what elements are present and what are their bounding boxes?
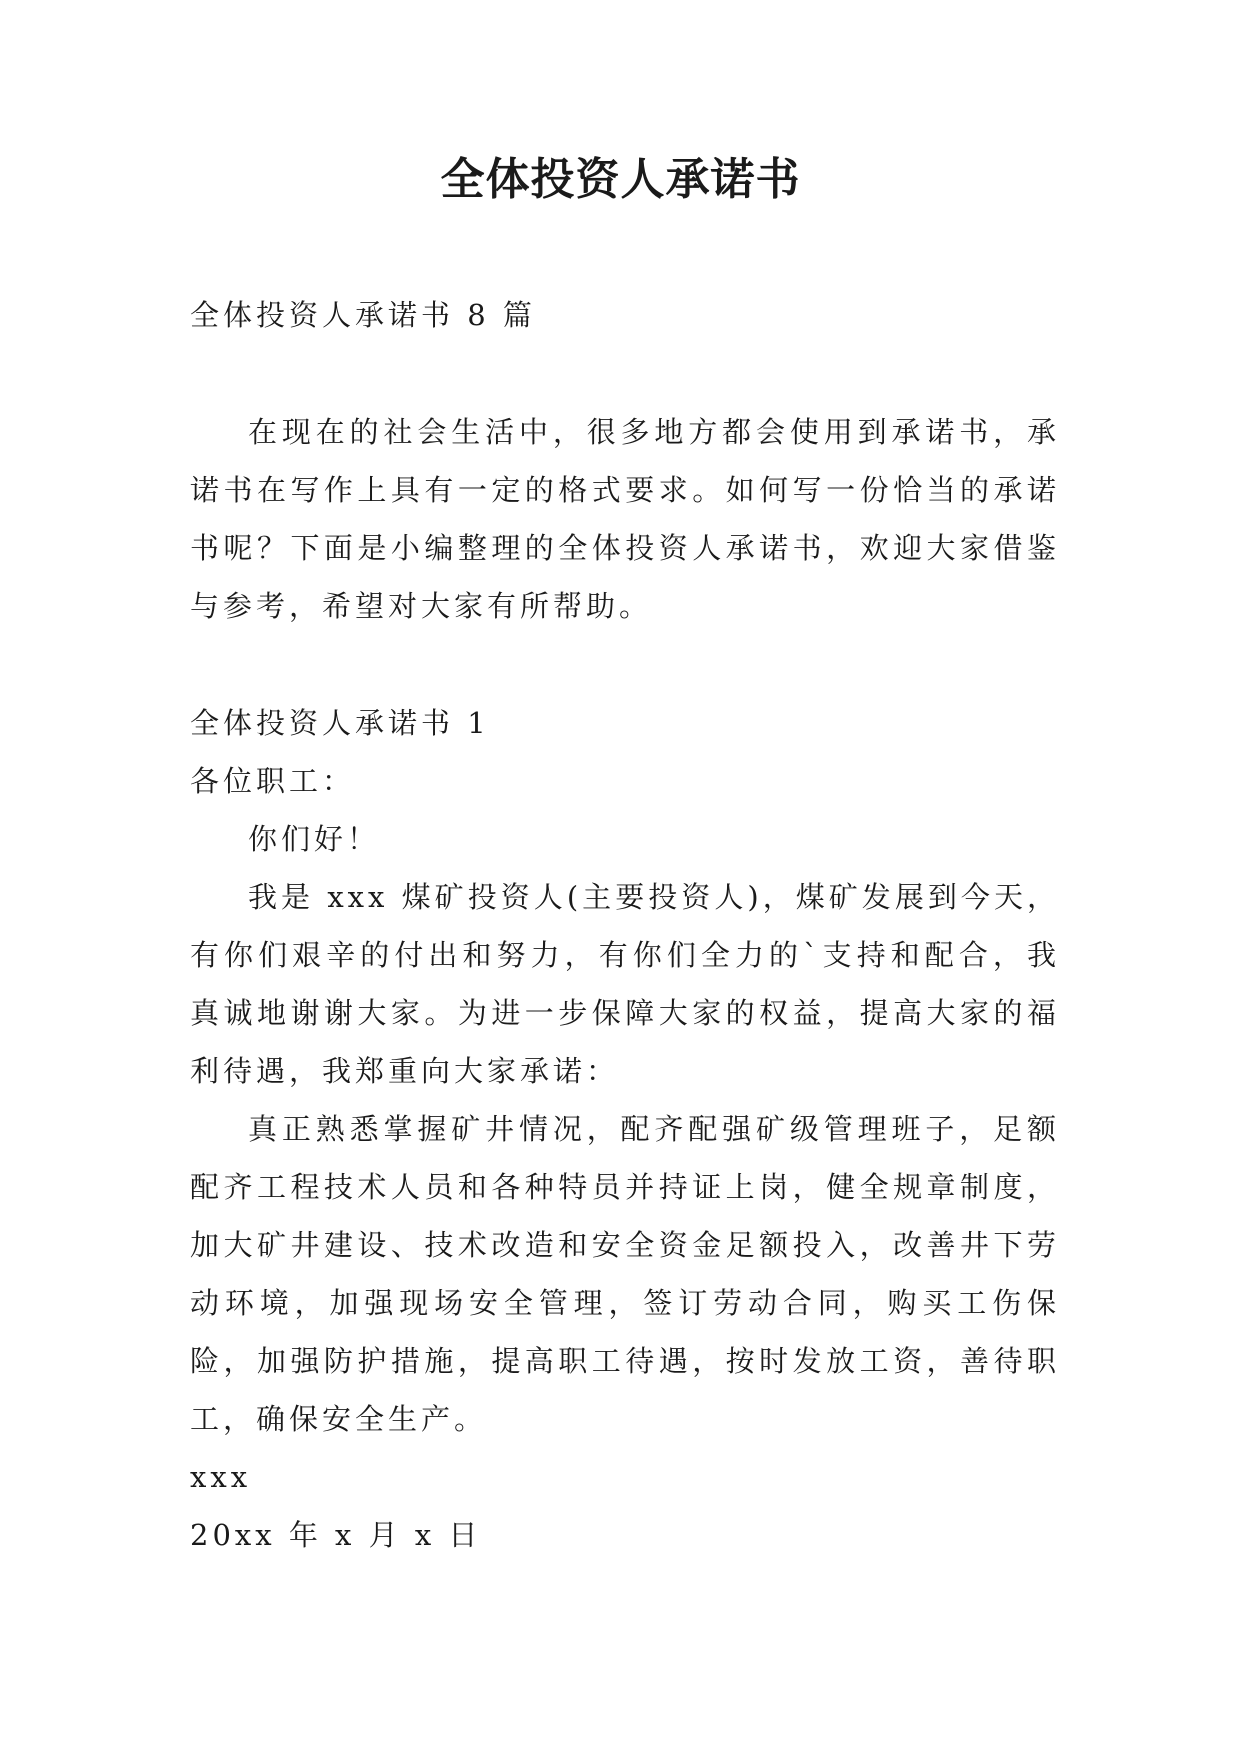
letter-body bbox=[190, 694, 1060, 1564]
document-subtitle: 全体投资人承诺书 8 篇 bbox=[190, 298, 536, 332]
body-paragraph-1: 我是 xxx 煤矿投资人(主要投资人)，煤矿发展到今天，有你们艰辛的付出和努力，有你们全力的`支持和配合，我真诚地谢谢大家。为进一步保障大家的权益，提高大家的福利待遇，我郑重向大家承诺： bbox=[190, 880, 1060, 1088]
salutation: 各位职工： bbox=[190, 764, 356, 798]
greeting: 你们好！ bbox=[248, 822, 381, 856]
section-heading: 全体投资人承诺书 1 bbox=[190, 706, 490, 740]
document-title: 全体投资人承诺书 bbox=[440, 154, 801, 205]
signature: xxx bbox=[190, 1460, 252, 1494]
intro-block bbox=[190, 403, 1060, 635]
date: 20xx 年 x 月 x 日 bbox=[190, 1518, 482, 1552]
intro-paragraph: 在现在的社会生活中，很多地方都会使用到承诺书，承诺书在写作上具有一定的格式要求。如何写一份恰当的承诺书呢？下面是小编整理的全体投资人承诺书，欢迎大家借鉴与参考，希望对大家有所帮助。 bbox=[190, 415, 1060, 623]
document-subtitle-block bbox=[190, 286, 1060, 344]
body-paragraph-2: 真正熟悉掌握矿井情况，配齐配强矿级管理班子，足额配齐工程技术人员和各种特员并持证上岗，健全规章制度，加大矿井建设、技术改造和安全资金足额投入，改善井下劳动环境，加强现场安全管理，签订劳动合同，购买工伤保险，加强防护措施，提高职工待遇，按时发放工资，善待职工，确保安全生产。 bbox=[190, 1112, 1060, 1436]
